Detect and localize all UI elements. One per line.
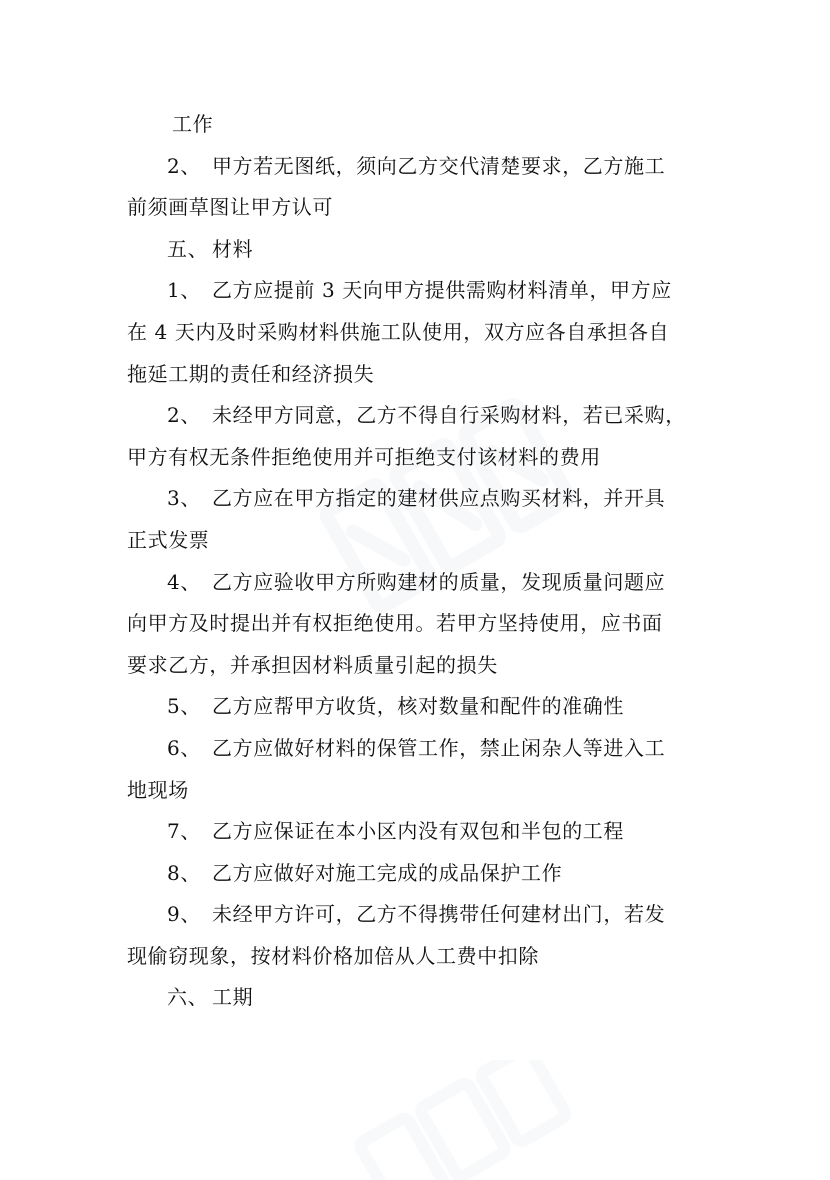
text-line xyxy=(127,562,707,604)
line-text: 在 4 天内及时采购材料供施工队使用，双方应各自承担各自 xyxy=(127,319,670,344)
text-line xyxy=(127,395,707,437)
watermark-graphic-bottom xyxy=(330,1060,590,1180)
text-line xyxy=(127,686,707,728)
item-number: 3、 xyxy=(167,486,201,511)
item-number: 4、 xyxy=(167,569,201,594)
text-line xyxy=(127,728,707,770)
line-text: 未经甲方许可，乙方不得携带任何建材出门，若发 xyxy=(212,902,666,927)
line-text: 前须画草图让甲方认可 xyxy=(127,195,333,220)
line-text: 拖延工期的责任和经济损失 xyxy=(127,361,375,386)
text-line xyxy=(127,187,707,229)
text-line xyxy=(127,478,707,520)
item-number: 7、 xyxy=(167,819,201,844)
section-title: 工期 xyxy=(212,985,254,1010)
section-title: 材料 xyxy=(212,236,254,261)
text-line xyxy=(127,603,707,645)
line-text: 地现场 xyxy=(127,777,189,802)
item-number: 8、 xyxy=(167,860,201,885)
line-text: 乙方应验收甲方所购建材的质量，发现质量问题应 xyxy=(212,569,666,594)
line-text: 现偷窃现象，按材料价格加倍从人工费中扣除 xyxy=(127,943,539,968)
text-line xyxy=(127,936,707,978)
line-text: 乙方应保证在本小区内没有双包和半包的工程 xyxy=(212,819,624,844)
item-number: 1、 xyxy=(167,278,201,303)
section-heading xyxy=(127,977,707,1019)
text-line xyxy=(127,104,707,146)
text-line xyxy=(127,354,707,396)
text-line xyxy=(127,894,707,936)
line-text: 未经甲方同意，乙方不得自行采购材料，若已采购， xyxy=(212,403,686,428)
line-text: 工作 xyxy=(172,112,214,136)
text-line xyxy=(127,853,707,895)
item-number: 9、 xyxy=(167,902,201,927)
line-text: 乙方应做好材料的保管工作，禁止闲杂人等进入工 xyxy=(212,735,666,760)
text-line xyxy=(127,312,707,354)
line-text: 乙方应在甲方指定的建材供应点购买材料，并开具 xyxy=(212,486,666,511)
line-text: 乙方应做好对施工完成的成品保护工作 xyxy=(212,860,563,885)
text-line xyxy=(127,437,707,479)
section-number: 五、 xyxy=(167,236,209,261)
item-number: 5、 xyxy=(167,694,201,719)
line-text: 正式发票 xyxy=(127,527,210,552)
text-line xyxy=(127,645,707,687)
line-text: 要求乙方，并承担因材料质量引起的损失 xyxy=(127,652,498,677)
line-text: 乙方应帮甲方收货，核对数量和配件的准确性 xyxy=(212,694,624,719)
line-text: 向甲方及时提出并有权拒绝使用。若甲方坚持使用，应书面 xyxy=(127,611,663,636)
item-number: 2、 xyxy=(167,153,201,178)
line-text: 乙方应提前 3 天向甲方提供需购材料清单，甲方应 xyxy=(212,278,672,303)
text-line xyxy=(127,520,707,562)
line-text: 甲方有权无条件拒绝使用并可拒绝支付该材料的费用 xyxy=(127,444,601,469)
document-body xyxy=(127,104,707,1019)
section-heading xyxy=(127,229,707,271)
text-line xyxy=(127,811,707,853)
line-text: 甲方若无图纸，须向乙方交代清楚要求，乙方施工 xyxy=(212,153,666,178)
section-number: 六、 xyxy=(167,985,209,1010)
item-number: 2、 xyxy=(167,403,201,428)
text-line xyxy=(127,270,707,312)
text-line xyxy=(127,146,707,188)
item-number: 6、 xyxy=(167,735,201,760)
text-line xyxy=(127,770,707,812)
